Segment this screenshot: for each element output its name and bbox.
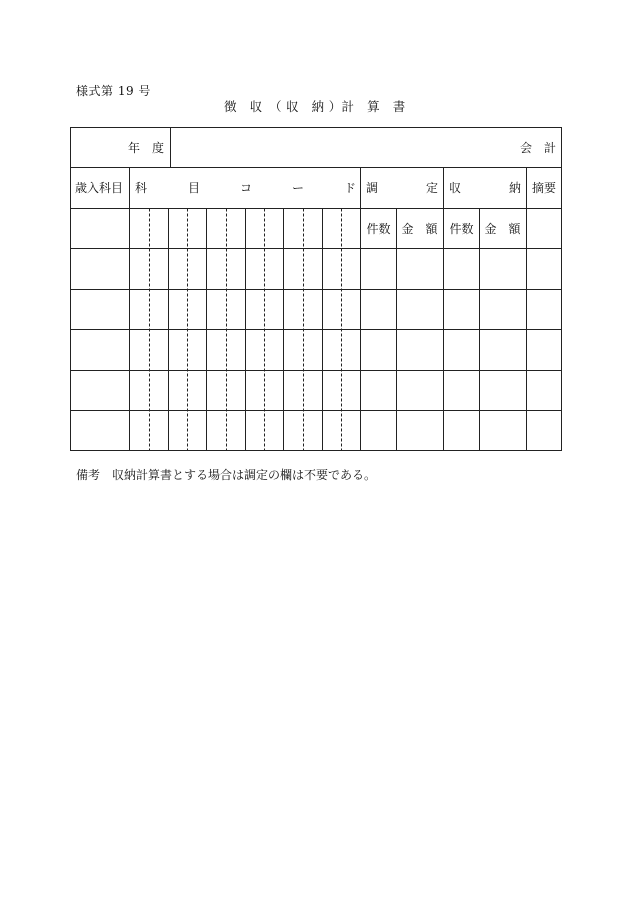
chotei-char-1: 調 (366, 181, 379, 195)
document-title: 徴 収 （ 収 納 ）計 算 書 (224, 99, 406, 114)
chotei-char-2: 定 (425, 181, 438, 195)
saiki-label: 歳入科目 (75, 181, 124, 195)
code-char-ko: コ (240, 181, 253, 195)
kingaku-label-chotei: 金 額 (401, 222, 438, 236)
remark-note: 備考 収納計算書とする場合は調定の欄は不要である。 (76, 468, 377, 482)
code-char-do: ド (344, 181, 357, 195)
code-char-ka: 科 (135, 181, 148, 195)
code-char-moku: 目 (188, 181, 201, 195)
kaikei-label: 会 計 (519, 141, 556, 155)
kensu-label-chotei: 件数 (366, 222, 391, 236)
shuno-char-1: 収 (449, 181, 462, 195)
kingaku-label-shuno: 金 額 (484, 222, 521, 236)
form-number: 様式第 19 号 (76, 84, 151, 98)
nendo-label: 年 度 (128, 141, 165, 155)
shuno-char-2: 納 (508, 181, 521, 195)
tekiyo-label: 摘要 (531, 181, 557, 195)
code-char-long: ー (292, 181, 305, 195)
kensu-label-shuno: 件数 (449, 222, 474, 236)
